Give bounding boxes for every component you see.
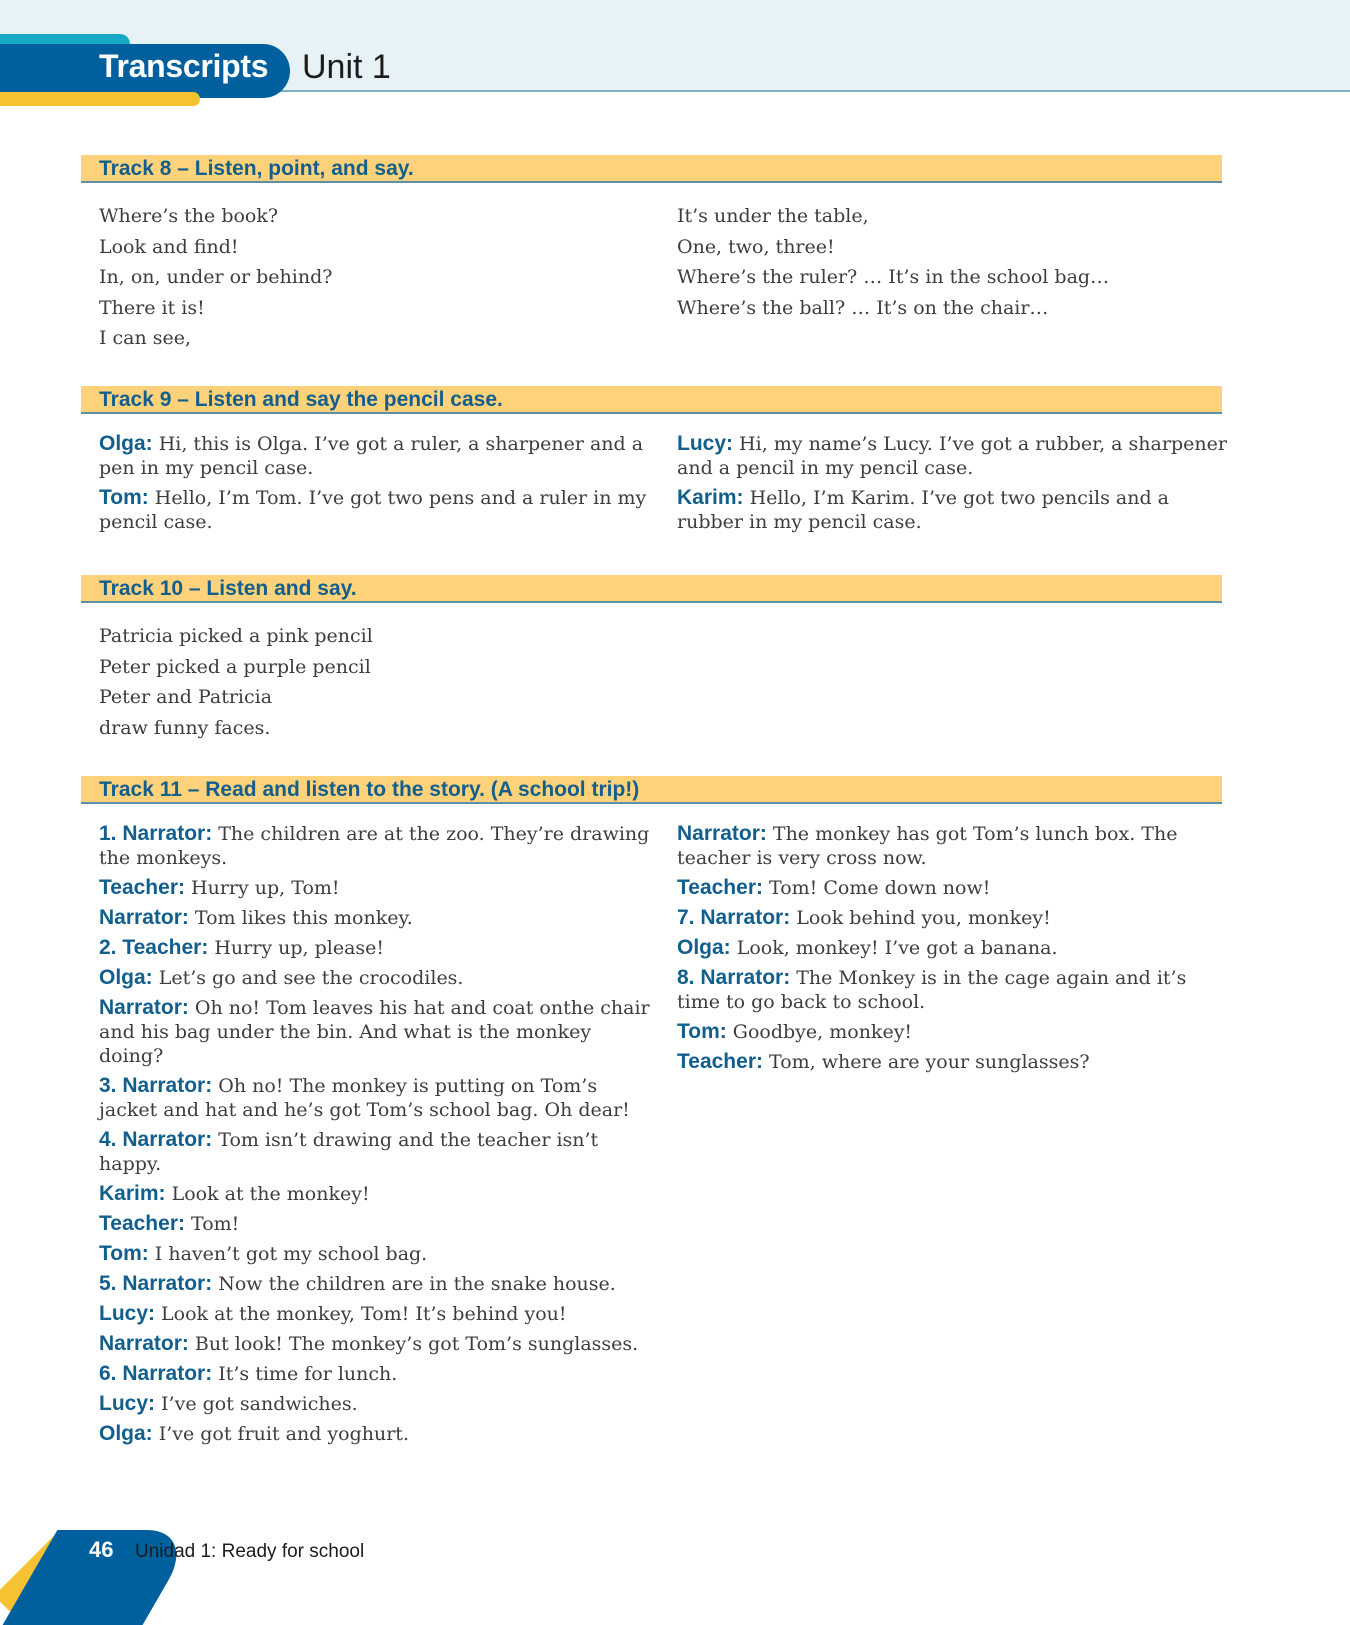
dialogue-text: Hurry up, Tom! [184, 877, 340, 899]
dialogue-text: It’s time for lunch. [212, 1363, 398, 1385]
transcript-line: Peter picked a purple pencil [99, 655, 371, 678]
page-number: 46 [89, 1537, 114, 1562]
header-yellow-stripe [0, 92, 200, 106]
speaker-name: Karim: [99, 1182, 166, 1205]
transcript-line: Where’s the ball? … It’s on the chair… [677, 296, 1049, 319]
footer-unit-title: Unidad 1: Ready for school [135, 1541, 365, 1562]
dialogue-entry [99, 1272, 654, 1296]
header-accent-stripe [0, 34, 130, 44]
dialogue-entry [677, 486, 1232, 534]
transcript-line: Peter and Patricia [99, 686, 273, 708]
track-9-heading: Track 9 – Listen and say the pencil case. [81, 386, 1222, 414]
dialogue-entry [99, 996, 654, 1068]
transcript-line: There it is! [99, 296, 205, 319]
track-10-heading: Track 10 – Listen and say. [81, 575, 1222, 603]
dialogue-text: Hi, this is Olga. I’ve got a ruler, a sharpener and a pen in my pencil case. [99, 433, 644, 479]
dialogue-entry [99, 1302, 654, 1326]
transcript-line: One, two, three! [677, 235, 835, 258]
dialogue-text: But look! The monkey’s got Tom’s sunglasses. [188, 1333, 639, 1355]
dialogue-entry [99, 1182, 654, 1206]
dialogue-entry [99, 1422, 654, 1446]
speaker-name: Olga: [99, 432, 153, 455]
dialogue-entry [677, 876, 1232, 900]
track-8-heading: Track 8 – Listen, point, and say. [81, 155, 1222, 183]
speaker-name: Teacher: [99, 1212, 185, 1235]
speaker-name: 2. Teacher: [99, 936, 209, 959]
dialogue-entry [99, 1392, 654, 1416]
dialogue-entry [99, 1242, 654, 1266]
dialogue-entry [677, 966, 1232, 1014]
transcript-line: Patricia picked a pink pencil [99, 625, 373, 647]
track-10-section [81, 575, 1222, 743]
track-8-section [81, 155, 1222, 361]
speaker-name: 3. Narrator: [99, 1074, 213, 1097]
dialogue-text: Now the children are in the snake house. [212, 1273, 616, 1295]
transcript-line: Where’s the book? [99, 205, 279, 227]
dialogue-entry [99, 876, 654, 900]
speaker-name: Narrator: [99, 996, 189, 1019]
dialogue-text: I haven’t got my school bag. [148, 1243, 428, 1265]
track-9-right-column [677, 432, 1232, 540]
dialogue-text: Look at the monkey! [165, 1183, 370, 1205]
track-9-section [81, 386, 1227, 552]
dialogue-entry [99, 936, 654, 960]
dialogue-text: Hurry up, please! [208, 937, 385, 959]
dialogue-text: Tom! Come down now! [762, 877, 991, 899]
dialogue-entry [677, 906, 1232, 930]
dialogue-text: Look at the monkey, Tom! It’s behind you! [155, 1303, 567, 1325]
dialogue-text: I’ve got fruit and yoghurt. [152, 1423, 409, 1445]
track-11-left-column [99, 822, 654, 1452]
dialogue-text: Let’s go and see the crocodiles. [152, 967, 464, 989]
dialogue-entry [677, 1050, 1232, 1074]
transcript-line: Where’s the ruler? … It’s in the school bag… [677, 266, 1110, 288]
dialogue-text: Tom, where are your sunglasses? [762, 1051, 1090, 1073]
speaker-name: Lucy: [677, 432, 734, 455]
speaker-name: Teacher: [99, 876, 185, 899]
dialogue-text: I’ve got sandwiches. [155, 1393, 358, 1415]
track-8-left-column [99, 201, 654, 354]
track-8-right-column [677, 201, 1232, 323]
speaker-name: 6. Narrator: [99, 1362, 213, 1385]
dialogue-text: Tom isn’t drawing and the teacher isn’t happy. [99, 1129, 599, 1175]
unit-label: Unit 1 [302, 48, 391, 86]
transcript-line: I can see, [99, 327, 192, 349]
speaker-name: Teacher: [677, 876, 763, 899]
transcript-line: It’s under the table, [677, 205, 869, 227]
speaker-name: Tom: [99, 486, 149, 509]
dialogue-entry [677, 936, 1232, 960]
track-11-section [81, 776, 1222, 1445]
speaker-name: 8. Narrator: [677, 966, 791, 989]
dialogue-text: The Monkey is in the cage again and it’s time to go back to school. [677, 967, 1187, 1013]
speaker-name: Narrator: [99, 1332, 189, 1355]
dialogue-entry [99, 906, 654, 930]
dialogue-text: Look, monkey! I’ve got a banana. [730, 937, 1058, 959]
transcript-line: Look and find! [99, 235, 239, 258]
dialogue-text: Goodbye, monkey! [726, 1021, 913, 1043]
speaker-name: Narrator: [99, 906, 189, 929]
dialogue-entry [99, 822, 654, 870]
speaker-name: 7. Narrator: [677, 906, 791, 929]
track-9-left-column [99, 432, 654, 540]
speaker-name: Tom: [99, 1242, 149, 1265]
speaker-name: Teacher: [677, 1050, 763, 1073]
dialogue-entry [677, 822, 1232, 870]
dialogue-entry [677, 432, 1232, 480]
dialogue-entry [99, 1128, 654, 1176]
dialogue-text: Hello, I’m Karim. I’ve got two pencils and a rubber in my pencil case. [677, 487, 1169, 533]
dialogue-text: The monkey has got Tom’s lunch box. The teacher is very cross now. [677, 823, 1178, 869]
dialogue-entry [99, 432, 654, 480]
dialogue-text: Tom! [184, 1213, 240, 1235]
speaker-name: 4. Narrator: [99, 1128, 213, 1151]
dialogue-text: Tom likes this monkey. [188, 907, 413, 929]
dialogue-text: The children are at the zoo. They’re drawing the monkeys. [99, 823, 650, 869]
dialogue-text: Look behind you, monkey! [790, 907, 1051, 929]
speaker-name: Lucy: [99, 1392, 156, 1415]
dialogue-text: Oh no! The monkey is putting on Tom’s jacket and hat and he’s got Tom’s school bag. Oh dear! [99, 1075, 630, 1121]
track-10-column [99, 621, 654, 743]
dialogue-entry [99, 966, 654, 990]
speaker-name: Narrator: [677, 822, 767, 845]
speaker-name: Olga: [99, 1422, 153, 1445]
dialogue-entry [99, 1332, 654, 1356]
track-11-right-column [677, 822, 1232, 1080]
speaker-name: Olga: [677, 936, 731, 959]
dialogue-entry [677, 1020, 1232, 1044]
dialogue-text: Hi, my name’s Lucy. I’ve got a rubber, a sharpener and a pencil in my pencil case. [677, 433, 1227, 479]
speaker-name: Olga: [99, 966, 153, 989]
speaker-name: Karim: [677, 486, 744, 509]
dialogue-text: Hello, I’m Tom. I’ve got two pens and a ruler in my pencil case. [99, 487, 647, 533]
track-11-heading: Track 11 – Read and listen to the story. (A school trip!) [81, 776, 1222, 804]
speaker-name: 5. Narrator: [99, 1272, 213, 1295]
dialogue-entry [99, 486, 654, 534]
speaker-name: Tom: [677, 1020, 727, 1043]
transcript-line: draw funny faces. [99, 716, 271, 739]
speaker-name: 1. Narrator: [99, 822, 213, 845]
speaker-name: Lucy: [99, 1302, 156, 1325]
transcript-line: In, on, under or behind? [99, 266, 333, 288]
dialogue-entry [99, 1074, 654, 1122]
page-title: Transcripts [99, 48, 269, 84]
dialogue-entry [99, 1212, 654, 1236]
dialogue-text: Oh no! Tom leaves his hat and coat onthe chair and his bag under the bin. And what is the monkey doing? [99, 997, 650, 1067]
dialogue-entry [99, 1362, 654, 1386]
